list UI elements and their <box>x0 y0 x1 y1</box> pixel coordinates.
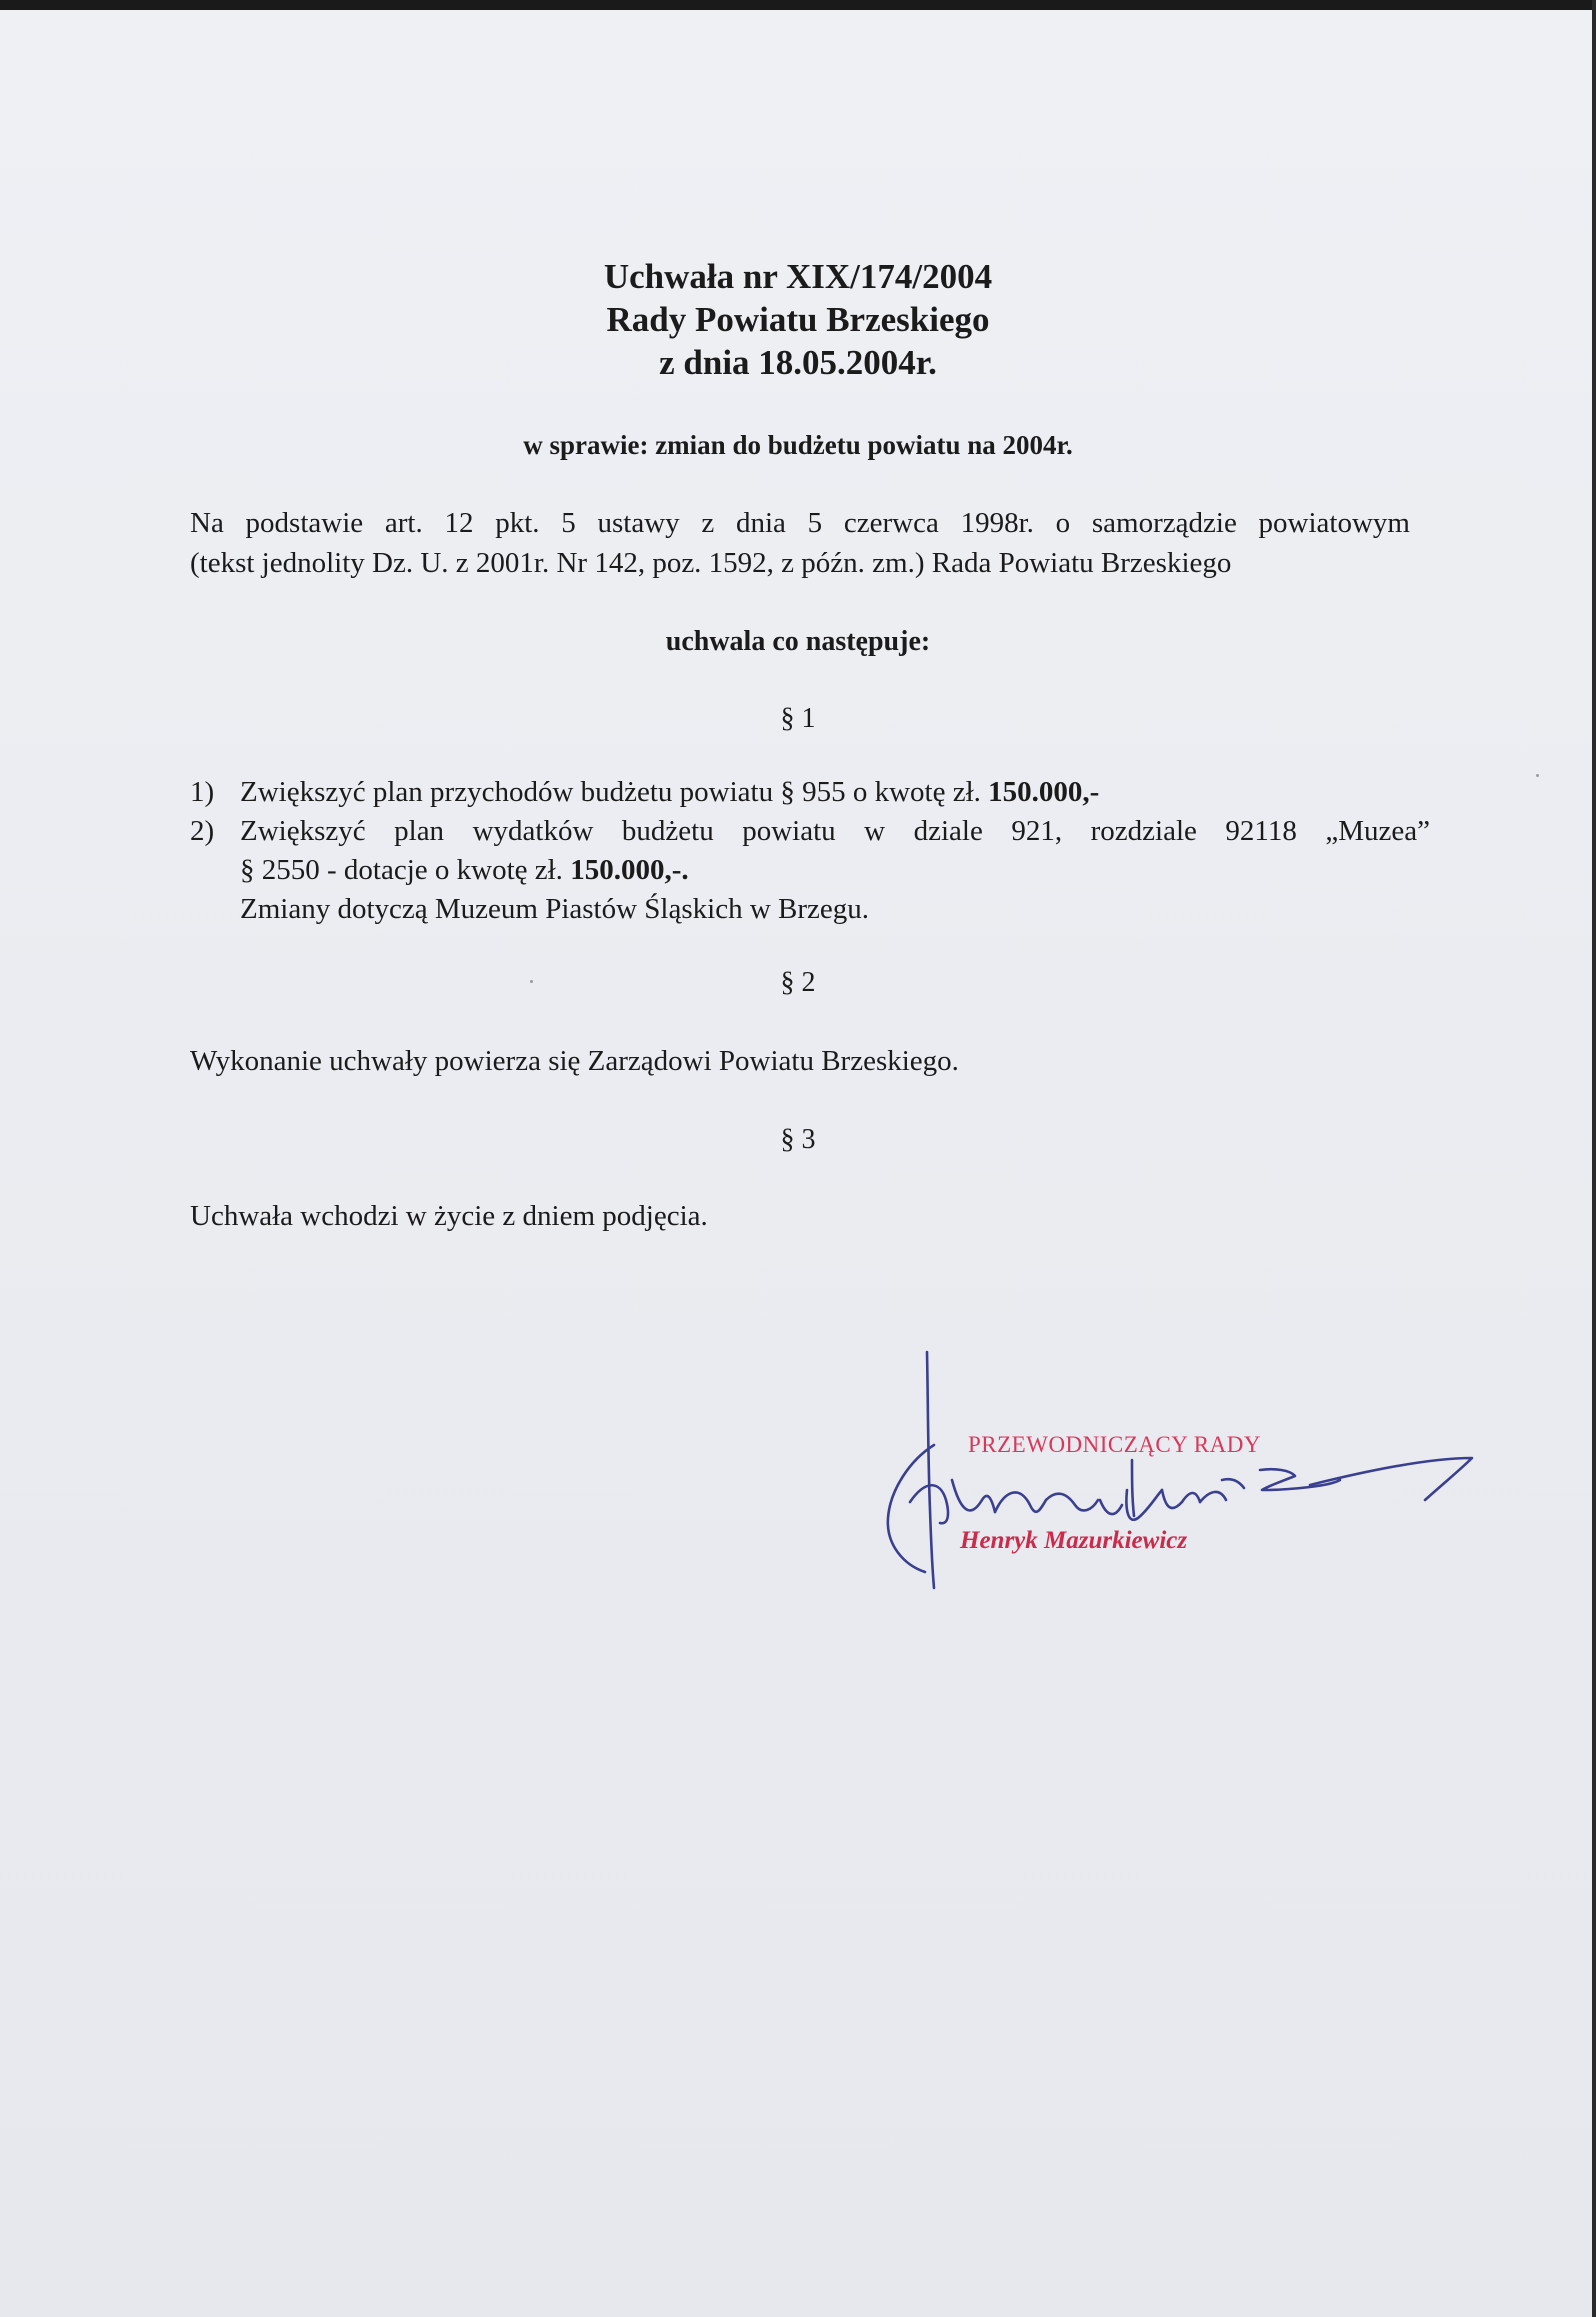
resolves-heading: uchwala co następuje: <box>665 626 931 657</box>
legal-basis-line-2: (tekst jednolity Dz. U. z 2001r. Nr 142, poz. 1592, z późn. zm.) Rada Powiatu Brzeskiego <box>190 547 1232 579</box>
list-item <box>190 812 1450 929</box>
scan-speck <box>530 980 533 983</box>
title-line-2: Rady Powiatu Brzeskiego <box>606 300 990 339</box>
item-2-line-1: Zwiększyć plan wydatków budżetu powiatu w dziale 921, rozdziale 92118 „Muzea” <box>240 815 1430 847</box>
section-2-text: Wykonanie uchwały powierza się Zarządowi Powiatu Brzeskiego. <box>190 1045 959 1077</box>
item-1-amount: 150.000,- <box>988 776 1100 808</box>
item-text <box>240 773 1450 812</box>
item-number: 2) <box>190 815 215 847</box>
legal-basis <box>190 503 1410 583</box>
scan-edge-top <box>0 0 1596 10</box>
section-2-heading: § 2 <box>780 967 816 998</box>
list-item <box>190 773 1450 812</box>
item-text <box>240 812 1450 929</box>
item-2-amount: 150.000,-. <box>570 854 689 886</box>
item-2-line-3: Zmiany dotyczą Muzeum Piastów Śląskich w Brzegu. <box>240 893 870 925</box>
section-1-items <box>190 773 1450 929</box>
section-1-heading: § 1 <box>780 703 816 734</box>
handwritten-signature <box>870 1340 1510 1610</box>
legal-basis-line-1: Na podstawie art. 12 pkt. 5 ustawy z dnia 5 czerwca 1998r. o samorządzie powiatowym <box>190 507 1410 539</box>
title-line-3: z dnia 18.05.2004r. <box>659 343 937 382</box>
section-3-heading: § 3 <box>780 1124 816 1155</box>
title-line-1: Uchwała nr XIX/174/2004 <box>603 257 993 296</box>
stamp-name: Henryk Mazurkiewicz <box>960 1527 1188 1554</box>
scan-speck <box>1536 774 1539 777</box>
item-2-line-2 <box>240 851 1450 890</box>
resolution-subject: w sprawie: zmian do budżetu powiatu na 2004r. <box>523 430 1073 460</box>
item-1-text: Zwiększyć plan przychodów budżetu powiatu § 955 o kwotę zł. <box>240 776 989 808</box>
stamp-title: PRZEWODNICZĄCY RADY <box>968 1432 1261 1457</box>
signature-stamp <box>870 1340 1510 1610</box>
resolution-title <box>0 255 1596 384</box>
section-3-text: Uchwała wchodzi w życie z dniem podjęcia. <box>190 1200 708 1232</box>
item-number: 1) <box>190 776 215 808</box>
item-2-line-2-text: § 2550 - dotacje o kwotę zł. <box>240 854 571 886</box>
